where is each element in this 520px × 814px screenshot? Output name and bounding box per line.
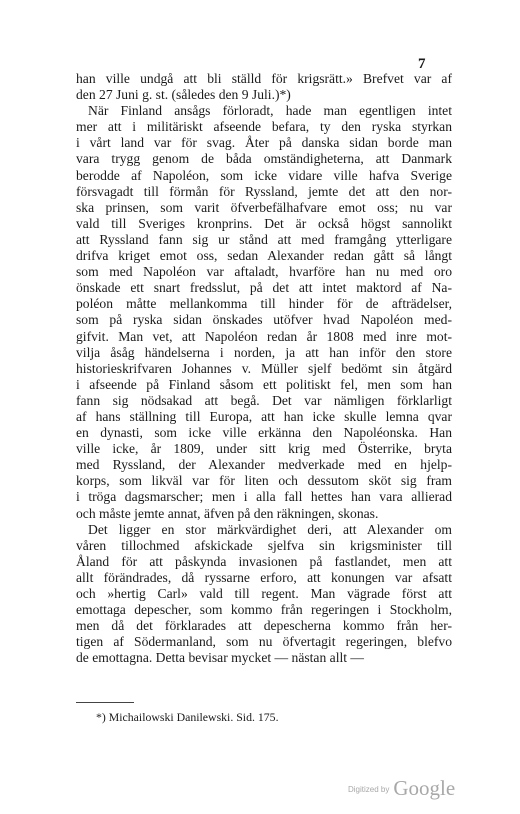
text-line: ska prinsen, som varit öfverbefälhafvare emot oss; nu var	[76, 199, 452, 215]
text-line: vald till Sveriges kronprins. Det är också högst sannolikt	[76, 215, 452, 231]
text-line: drifva kriget emot oss, sedan Alexander redan gått så långt	[76, 248, 452, 264]
text-line: som på ryska sidan önskades utöfver hvad Napoléon med-	[76, 312, 452, 328]
text-line: emottaga depescher, som kommo från regeringen i Stockholm,	[76, 602, 452, 618]
page-number: 7	[418, 56, 426, 72]
body-text	[76, 71, 452, 666]
text-line: men då det förklarades att depescherna kommo från her-	[76, 618, 452, 634]
text-line: i vårt land var för svag. Åter på danska sidan borde man	[76, 135, 452, 151]
text-line: som med Napoléon var aftaladt, hvarföre han nu med oro	[76, 264, 452, 280]
text-line: den 27 Juni g. st. (således den 9 Juli.)*)	[76, 87, 291, 103]
text-line: och måste jemte annat, äfven på den räkningen, skonas.	[76, 505, 379, 521]
text-line: korps, som likväl var för liten och dessutom sköt sig fram	[76, 473, 452, 489]
text-line: han ville undgå att bli ställd för krigsrätt.» Brefvet var af	[76, 71, 452, 86]
text-line: berodde af Napoléon, som icke vidare ville hafva Sverige	[76, 167, 452, 183]
text-line: våren tillochmed afskickade sjelfva sin krigsminister till	[76, 537, 452, 553]
text-line: försvagadt till förmån för Ryssland, jemte det att den nor-	[76, 183, 452, 199]
text-line: i tröga dagsmarscher; men i alla fall hettes han vara allierad	[76, 489, 452, 505]
text-line: mer att i militäriskt afseende befara, ty den ryska styrkan	[76, 119, 452, 135]
google-logo: Google	[393, 776, 456, 800]
digitized-watermark	[348, 776, 455, 801]
text-line: fann sig nödsakad att begå. Det var nämligen förklarligt	[76, 392, 452, 408]
text-line: i afseende på Finland såsom ett politiskt fel, men som han	[76, 376, 452, 392]
text-line: historieskrifvaren Johannes v. Müller sjelf bedömt sin åtgärd	[76, 360, 452, 376]
text-line: allt förändrades, då ryssarne erforo, att konungen var afsatt	[76, 569, 452, 585]
watermark-prefix: Digitized by	[348, 785, 390, 794]
text-line: tigen af Södermanland, som nu öfvertagit regeringen, blefvo	[76, 634, 452, 650]
text-line: önskade ett snart fredsslut, på det att intet maktord af Na-	[76, 280, 452, 296]
text-line: När Finland ansågs förloradt, hade man egentligen intet	[88, 103, 452, 119]
text-line: gifvit. Man vet, att Napoléon redan år 1808 med inre mot-	[76, 328, 452, 344]
text-line: med Ryssland, der Alexander medverkade med en hjelp-	[76, 457, 452, 473]
text-line: att Ryssland fann sig ur stånd att med framgång ytterligare	[76, 231, 452, 247]
text-line: Det ligger en stor märkvärdighet deri, att Alexander om	[88, 521, 452, 537]
footnote: *) Michailowski Danilewski. Sid. 175.	[96, 710, 279, 724]
text-line: de emottagna. Detta bevisar mycket — nästan allt —	[76, 650, 365, 666]
text-line: ville icke, år 1809, under sitt krig med Österrike, bryta	[76, 441, 452, 457]
text-line: poléon måtte mellankomma till hinder för de afträdelser,	[76, 296, 452, 312]
text-line: vilja åsåg händelserna i norden, ja att han inför den store	[76, 344, 452, 360]
text-line: Åland för att påskynda invasionen på fastlandet, men att	[76, 553, 452, 569]
footnote-rule	[76, 702, 134, 703]
text-line: vara trygg genom de båda omständigheterna, att Danmark	[76, 151, 452, 167]
text-line: af hans ställning till Europa, att han icke skulle lemna qvar	[76, 408, 452, 424]
text-line: och »hertig Carl» vald till regent. Man vägrade först att	[76, 586, 452, 601]
text-line: en dynasti, som icke ville erkänna den Napoléonska. Han	[76, 425, 452, 441]
